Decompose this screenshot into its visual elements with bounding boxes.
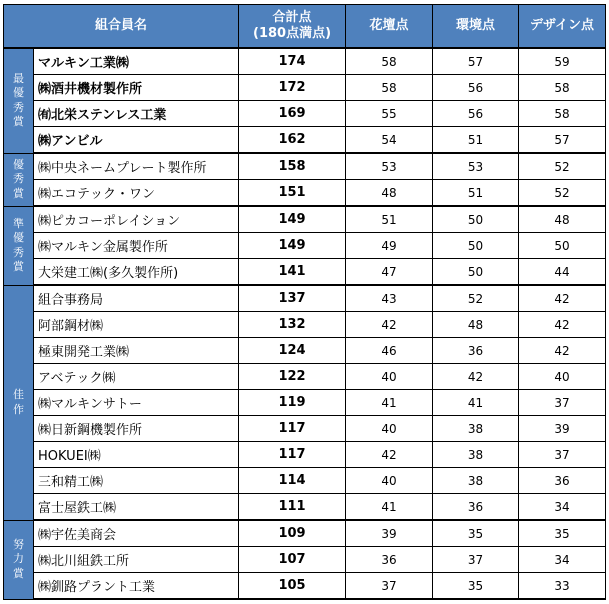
total-score: 174 [239, 48, 346, 75]
total-score: 149 [239, 233, 346, 259]
environment-score: 50 [433, 206, 519, 233]
total-score: 107 [239, 547, 346, 573]
environment-score: 57 [433, 48, 519, 75]
flower-score: 40 [346, 416, 433, 442]
table-row [4, 520, 606, 547]
company-name: 富士屋鉄工㈱ [34, 494, 239, 521]
total-score: 141 [239, 259, 346, 286]
company-name: ㈱日新鋼機製作所 [34, 416, 239, 442]
flower-score: 43 [346, 285, 433, 312]
flower-score: 48 [346, 180, 433, 207]
table-row [4, 206, 606, 233]
company-name: 極東開発工業㈱ [34, 338, 239, 364]
flower-score: 55 [346, 101, 433, 127]
flower-score: 39 [346, 520, 433, 547]
total-score: 105 [239, 573, 346, 600]
total-score: 169 [239, 101, 346, 127]
header-total [239, 5, 346, 49]
award-category [4, 206, 34, 285]
environment-score: 41 [433, 390, 519, 416]
total-score: 124 [239, 338, 346, 364]
award-category [4, 48, 34, 153]
company-name: ㈱マルキン金属製作所 [34, 233, 239, 259]
total-score: 158 [239, 153, 346, 180]
company-name: ㈱釧路プラント工業 [34, 573, 239, 600]
table-row [4, 390, 606, 416]
flower-score: 58 [346, 48, 433, 75]
design-score: 59 [519, 48, 606, 75]
environment-score: 48 [433, 312, 519, 338]
design-score: 52 [519, 180, 606, 207]
company-name: 大栄建工㈱(多久製作所) [34, 259, 239, 286]
environment-score: 35 [433, 573, 519, 600]
header-row [4, 5, 606, 49]
environment-score: 51 [433, 180, 519, 207]
table-row [4, 494, 606, 521]
company-name: ㈱宇佐美商会 [34, 520, 239, 547]
flower-score: 41 [346, 390, 433, 416]
table-row [4, 338, 606, 364]
total-score: 151 [239, 180, 346, 207]
total-score: 109 [239, 520, 346, 547]
table-row [4, 259, 606, 286]
table-row [4, 442, 606, 468]
award-category-label: 優秀賞 [13, 158, 24, 200]
company-name: 組合事務局 [34, 285, 239, 312]
design-score: 48 [519, 206, 606, 233]
design-score: 52 [519, 153, 606, 180]
header-design: デザイン点 [519, 5, 606, 49]
table-body [4, 48, 606, 599]
table-row [4, 75, 606, 101]
award-category-label: 最優秀賞 [13, 72, 24, 129]
environment-score: 50 [433, 233, 519, 259]
company-name: アベテック㈱ [34, 364, 239, 390]
design-score: 42 [519, 338, 606, 364]
environment-score: 51 [433, 127, 519, 154]
environment-score: 56 [433, 101, 519, 127]
environment-score: 50 [433, 259, 519, 286]
total-score: 119 [239, 390, 346, 416]
flower-score: 53 [346, 153, 433, 180]
flower-score: 40 [346, 468, 433, 494]
header-environment: 環境点 [433, 5, 519, 49]
design-score: 58 [519, 75, 606, 101]
award-category-label: 努力賞 [13, 538, 24, 580]
company-name: ㈱北川組鉄工所 [34, 547, 239, 573]
table-row [4, 364, 606, 390]
design-score: 44 [519, 259, 606, 286]
flower-score: 42 [346, 442, 433, 468]
flower-score: 49 [346, 233, 433, 259]
table-row [4, 312, 606, 338]
flower-score: 51 [346, 206, 433, 233]
total-score: 117 [239, 442, 346, 468]
flower-score: 41 [346, 494, 433, 521]
table-row [4, 285, 606, 312]
environment-score: 53 [433, 153, 519, 180]
environment-score: 35 [433, 520, 519, 547]
design-score: 34 [519, 494, 606, 521]
flower-score: 58 [346, 75, 433, 101]
company-name: 阿部鋼材㈱ [34, 312, 239, 338]
company-name: HOKUEI㈱ [34, 442, 239, 468]
design-score: 37 [519, 442, 606, 468]
design-score: 57 [519, 127, 606, 154]
award-category-label: 佳作 [13, 388, 24, 416]
total-score: 137 [239, 285, 346, 312]
table-row [4, 416, 606, 442]
total-score: 111 [239, 494, 346, 521]
table-row [4, 468, 606, 494]
flower-score: 46 [346, 338, 433, 364]
company-name: ㈱マルキンサトー [34, 390, 239, 416]
total-score: 132 [239, 312, 346, 338]
flower-score: 36 [346, 547, 433, 573]
design-score: 50 [519, 233, 606, 259]
company-name: ㈱アンビル [34, 127, 239, 154]
company-name: ㈲北栄ステンレス工業 [34, 101, 239, 127]
header-member-name: 組合員名 [4, 5, 239, 49]
company-name: ㈱中央ネームプレート製作所 [34, 153, 239, 180]
total-score: 122 [239, 364, 346, 390]
company-name: ㈱エコテック・ワン [34, 180, 239, 207]
design-score: 34 [519, 547, 606, 573]
total-score: 162 [239, 127, 346, 154]
table-row [4, 573, 606, 600]
flower-score: 42 [346, 312, 433, 338]
company-name: ㈱酒井機材製作所 [34, 75, 239, 101]
table-row [4, 127, 606, 154]
header-total-line2: (180点満点) [253, 26, 332, 41]
flower-score: 47 [346, 259, 433, 286]
award-category [4, 520, 34, 599]
environment-score: 36 [433, 338, 519, 364]
design-score: 37 [519, 390, 606, 416]
design-score: 36 [519, 468, 606, 494]
environment-score: 42 [433, 364, 519, 390]
environment-score: 38 [433, 442, 519, 468]
environment-score: 56 [433, 75, 519, 101]
design-score: 42 [519, 285, 606, 312]
total-score: 114 [239, 468, 346, 494]
table-row [4, 153, 606, 180]
award-category [4, 153, 34, 206]
total-score: 149 [239, 206, 346, 233]
flower-score: 54 [346, 127, 433, 154]
company-name: ㈱ピカコーポレイション [34, 206, 239, 233]
total-score: 172 [239, 75, 346, 101]
design-score: 58 [519, 101, 606, 127]
design-score: 39 [519, 416, 606, 442]
environment-score: 38 [433, 468, 519, 494]
flower-score: 37 [346, 573, 433, 600]
header-total-line1: 合計点 [272, 10, 312, 26]
award-category-label: 準優秀賞 [13, 216, 24, 273]
table-row [4, 233, 606, 259]
environment-score: 36 [433, 494, 519, 521]
results-table [3, 4, 606, 600]
design-score: 33 [519, 573, 606, 600]
table-row [4, 101, 606, 127]
design-score: 40 [519, 364, 606, 390]
table-row [4, 547, 606, 573]
environment-score: 52 [433, 285, 519, 312]
header-flower: 花壇点 [346, 5, 433, 49]
environment-score: 37 [433, 547, 519, 573]
table-row [4, 48, 606, 75]
flower-score: 40 [346, 364, 433, 390]
design-score: 42 [519, 312, 606, 338]
company-name: 三和精工㈱ [34, 468, 239, 494]
total-score: 117 [239, 416, 346, 442]
environment-score: 38 [433, 416, 519, 442]
table-row [4, 180, 606, 207]
company-name: マルキン工業㈱ [34, 48, 239, 75]
design-score: 35 [519, 520, 606, 547]
award-category [4, 285, 34, 520]
